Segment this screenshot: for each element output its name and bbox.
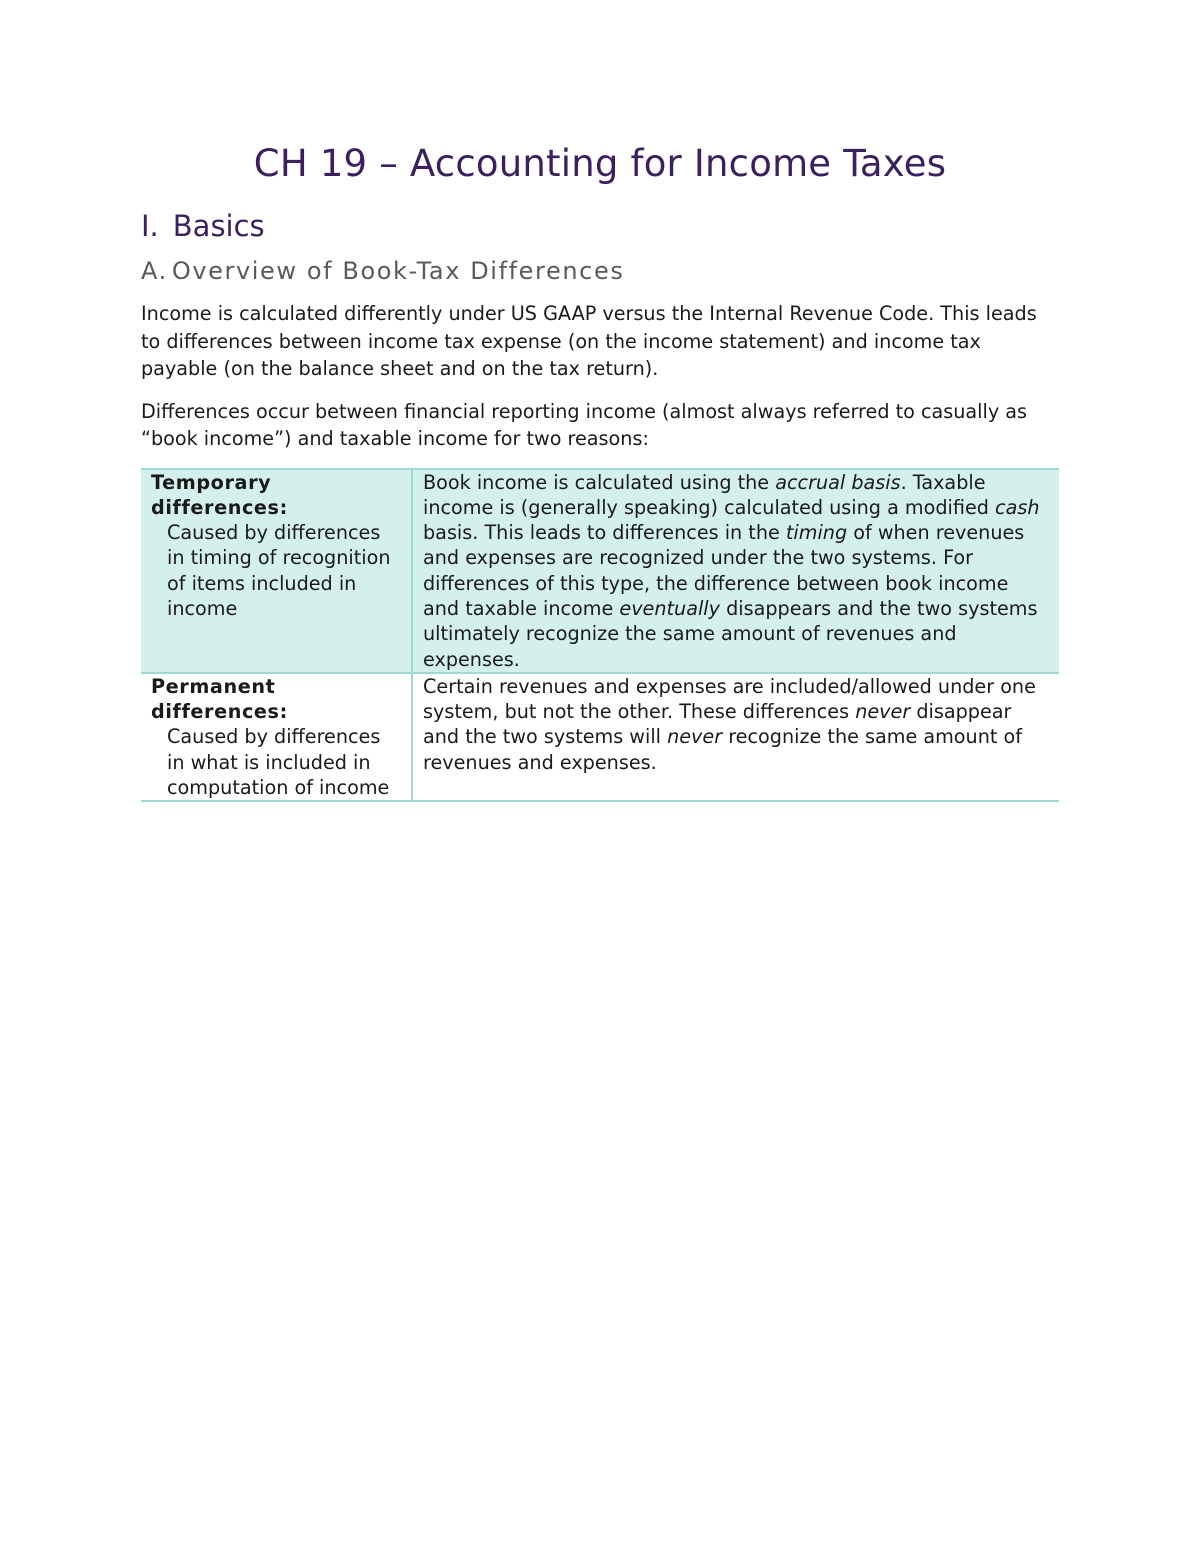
- permanent-description-cell: [412, 673, 1059, 801]
- temporary-label-cell: [141, 469, 412, 673]
- temporary-desc-text: disappears and the two systems ultimately recognize the same amount of revenues and expenses.: [423, 596, 1038, 671]
- temporary-desc-emphasis: accrual basis: [775, 470, 901, 494]
- temporary-desc-text: of when revenues and expenses are recognized under the two systems. For differences of this type, the difference between book income and taxable income: [423, 521, 1025, 620]
- temporary-desc-emphasis: timing: [785, 521, 848, 545]
- reasons-paragraph: Differences occur between financial reporting income (almost always referred to casually as “book income”) and taxable income for two reasons:: [141, 399, 1028, 450]
- permanent-caption: Caused by differences in what is included in computation of income: [167, 725, 390, 800]
- permanent-desc-emphasis: never: [667, 725, 723, 749]
- table-row-permanent: [141, 673, 1059, 801]
- page-title: CH 19 – Accounting for Income Taxes: [253, 142, 947, 185]
- permanent-term: Permanent differences:: [151, 674, 288, 724]
- temporary-desc-emphasis: eventually: [619, 596, 720, 620]
- document-page: [141, 140, 1059, 802]
- permanent-label-cell: [141, 673, 412, 801]
- permanent-desc-emphasis: never: [855, 700, 911, 724]
- temporary-term: Temporary differences:: [151, 470, 288, 519]
- intro-paragraph: Income is calculated differently under US GAAP versus the Internal Revenue Code. This leads to differences between income tax expense (on the income statement) and income tax payable (on the balance sheet and on the tax return).: [141, 302, 1037, 380]
- temporary-caption: Caused by differences in timing of recognition of items included in income: [167, 521, 391, 620]
- temporary-desc-emphasis: cash: [995, 495, 1040, 519]
- subsection-number: A.: [141, 257, 168, 285]
- temporary-desc-text: . Taxable income is (generally speaking) calculated using a modified: [423, 470, 996, 519]
- permanent-desc-text: Certain revenues and expenses are included/allowed under one system, but not the other. These differences: [423, 674, 1036, 724]
- section-number: I.: [141, 209, 159, 243]
- differences-table: [141, 468, 1059, 803]
- permanent-desc-text: disappear and the two systems will: [423, 700, 1012, 749]
- temporary-description-cell: [412, 469, 1059, 673]
- subsection-title: Overview of Book-Tax Differences: [171, 257, 625, 285]
- subsection-heading: [141, 254, 1059, 288]
- temporary-desc-text: Book income is calculated using the: [423, 470, 776, 494]
- section-heading: [141, 206, 1059, 246]
- permanent-desc-text: recognize the same amount of revenues and expenses.: [423, 725, 1022, 774]
- temporary-desc-text: basis. This leads to differences in the: [423, 521, 786, 545]
- table-row-temporary: [141, 469, 1059, 673]
- section-title: Basics: [172, 209, 265, 243]
